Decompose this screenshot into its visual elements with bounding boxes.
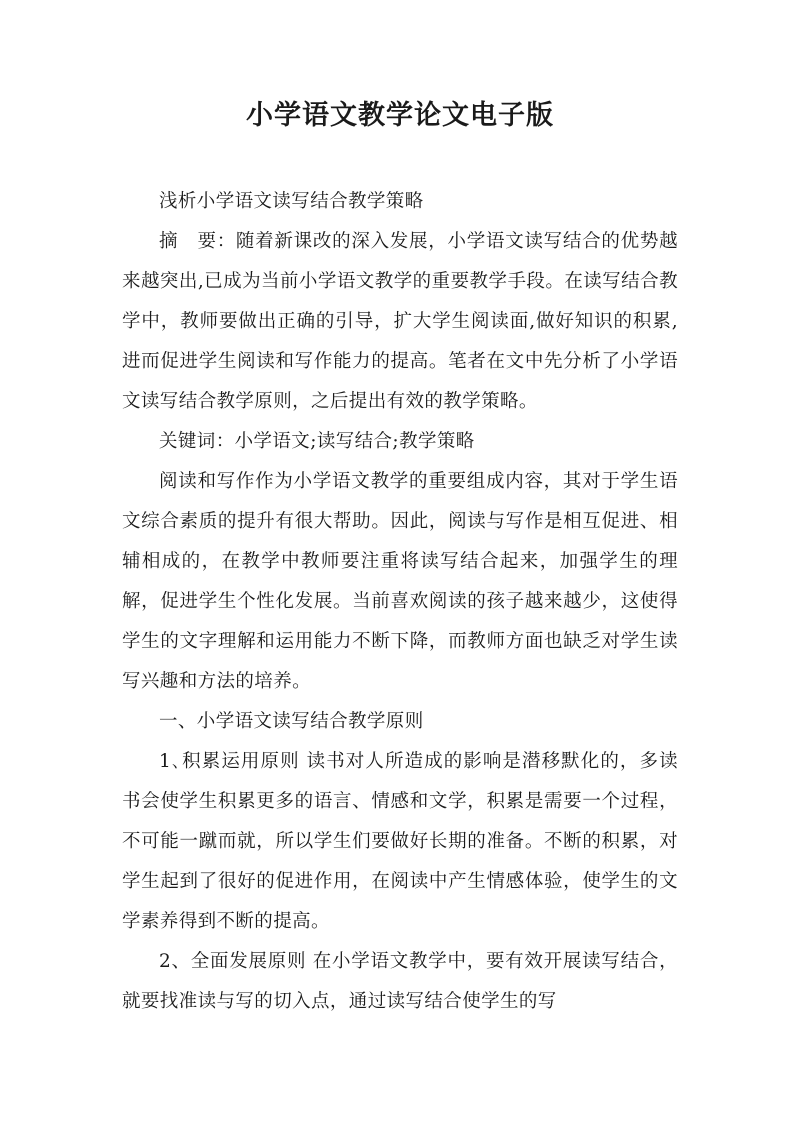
keywords-paragraph: 关键词：小学语文;读写结合;教学策略 bbox=[159, 431, 475, 452]
intro-paragraph: 阅读和写作作为小学语文教学的重要组成内容，其对于学生语文综合素质的提升有很大帮助。因此，阅读与写作是相互促进、相辅相成的，在教学中教师要注重将读写结合起来，加强学生的理解，促进学生个性化发展。当前喜欢阅读的孩子越来越少，这使得学生的文字理解和运用能力不断下降，而教师方面也缺乏对学生读写兴趣和方法的培养。 bbox=[122, 471, 678, 692]
document-body bbox=[122, 182, 678, 1022]
abstract-paragraph: 摘 要：随着新课改的深入发展，小学语文读写结合的优势越来越突出,已成为当前小学语文教学的重要教学手段。在读写结合教学中，教师要做出正确的引导，扩大学生阅读面,做好知识的积累,进而促进学生阅读和写作能力的提高。笔者在文中先分析了小学语文读写结合教学原则，之后提出有效的教学策略。 bbox=[122, 231, 678, 412]
principle-2-paragraph: 2、全面发展原则 在小学语文教学中，要有效开展读写结合，就要找准读与写的切入点，通过读写结合使学生的写 bbox=[122, 951, 678, 1012]
principle-1-paragraph: 1､积累运用原则 读书对人所造成的影响是潜移默化的，多读书会使学生积累更多的语言、情感和文学，积累是需要一个过程，不可能一蹴而就，所以学生们要做好长期的准备。不断的积累，对学生起到了很好的促进作用，在阅读中产生情感体验，使学生的文学素养得到不断的提高。 bbox=[122, 751, 678, 932]
article-subtitle: 浅析小学语文读写结合教学策略 bbox=[159, 191, 424, 212]
document-title: 小学语文教学论文电子版 bbox=[246, 100, 554, 131]
section-heading: 一、小学语文读写结合教学原则 bbox=[159, 711, 424, 732]
